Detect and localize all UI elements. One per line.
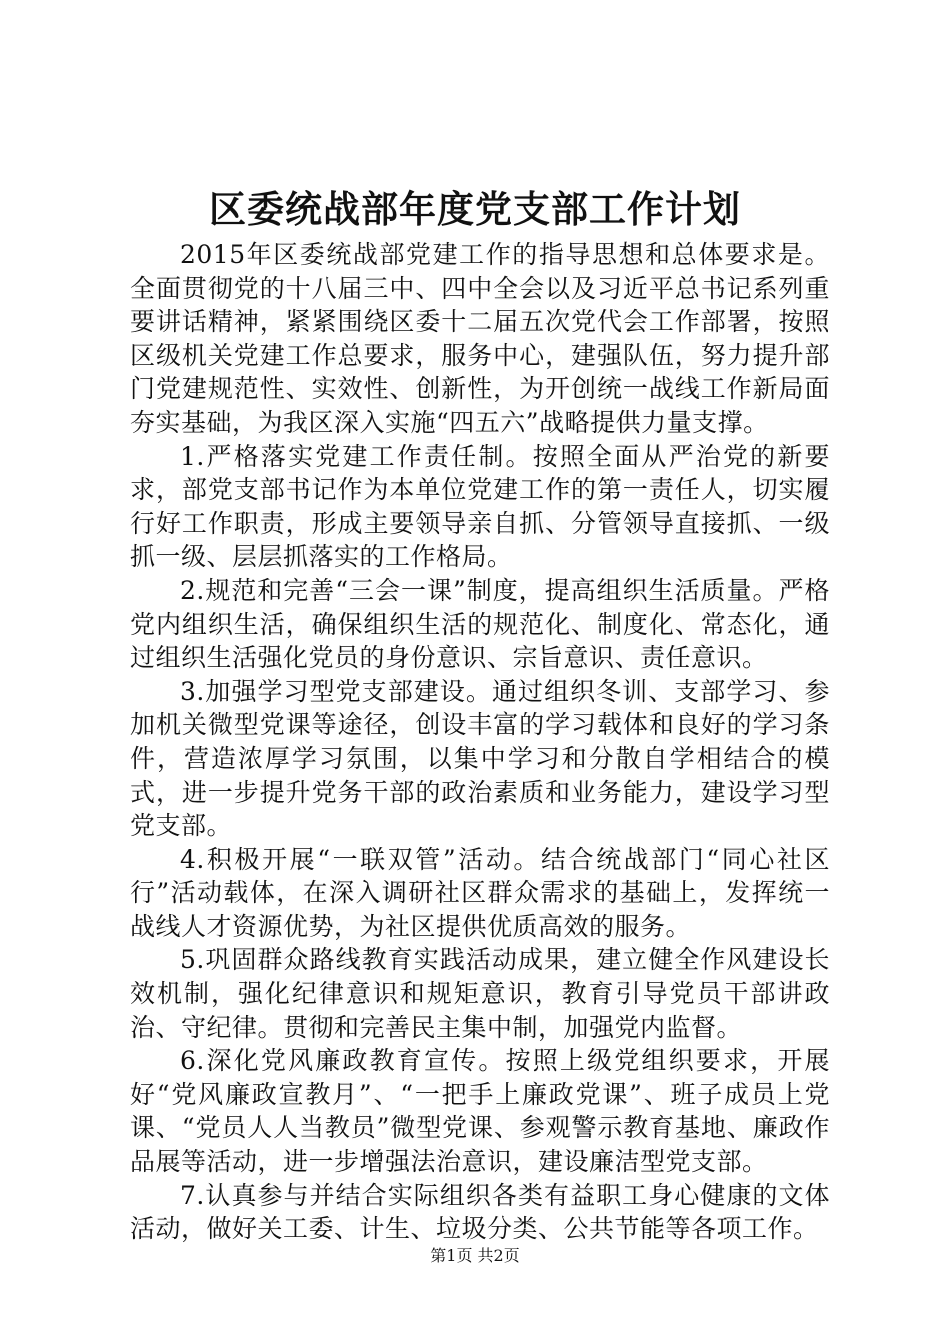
item-paragraph-1: 1.严格落实党建工作责任制。按照全面从严治党的新要求，部党支部书记作为本单位党建工作的第一责任人，切实履行好工作职责，形成主要领导亲自抓、分管领导直接抓、一级抓一级、层层抓落实的工作格局。: [130, 441, 830, 572]
item-paragraph-2: 2.规范和完善“三会一课”制度，提高组织生活质量。严格党内组织生活，确保组织生活的规范化、制度化、常态化，通过组织生活强化党员的身份意识、宗旨意识、责任意识。: [130, 575, 830, 673]
intro-paragraph: 2015年区委统战部党建工作的指导思想和总体要求是。全面贯彻党的十八届三中、四中全会以及习近平总书记系列重要讲话精神，紧紧围绕区委十二届五次党代会工作部署，按照区级机关党建工作总要求，服务中心，建强队伍，努力提升部门党建规范性、实效性、创新性，为开创统一战线工作新局面夯实基础，为我区深入实施“四五六”战略提供力量支撑。: [130, 240, 830, 437]
document-title: 区委统战部年度党支部工作计划: [209, 187, 741, 231]
page-footer: 第1页 共2页: [430, 1246, 520, 1265]
document-body: [130, 238, 830, 1246]
item-paragraph-7: 7.认真参与并结合实际组织各类有益职工身心健康的文体活动，做好关工委、计生、垃圾分类、公共节能等各项工作。: [130, 1180, 830, 1244]
item-paragraph-6: 6.深化党风廉政教育宣传。按照上级党组织要求，开展好“党风廉政宣教月”、“一把手上廉政党课”、班子成员上党课、“党员人人当教员”微型党课、参观警示教育基地、廉政作品展等活动，进一步增强法治意识，建设廉洁型党支部。: [130, 1046, 830, 1177]
item-paragraph-5: 5.巩固群众路线教育实践活动成果，建立健全作风建设长效机制，强化纪律意识和规矩意识，教育引导党员干部讲政治、守纪律。贯彻和完善民主集中制，加强党内监督。: [130, 945, 830, 1042]
item-paragraph-4: 4.积极开展“一联双管”活动。结合统战部门“同心社区行”活动载体，在深入调研社区群众需求的基础上，发挥统一战线人才资源优势，为社区提供优质高效的服务。: [130, 844, 830, 941]
item-paragraph-3: 3.加强学习型党支部建设。通过组织冬训、支部学习、参加机关微型党课等途径，创设丰富的学习载体和良好的学习条件，营造浓厚学习氛围，以集中学习和分散自学相结合的模式，进一步提升党务干部的政治素质和业务能力，建设学习型党支部。: [130, 676, 830, 841]
